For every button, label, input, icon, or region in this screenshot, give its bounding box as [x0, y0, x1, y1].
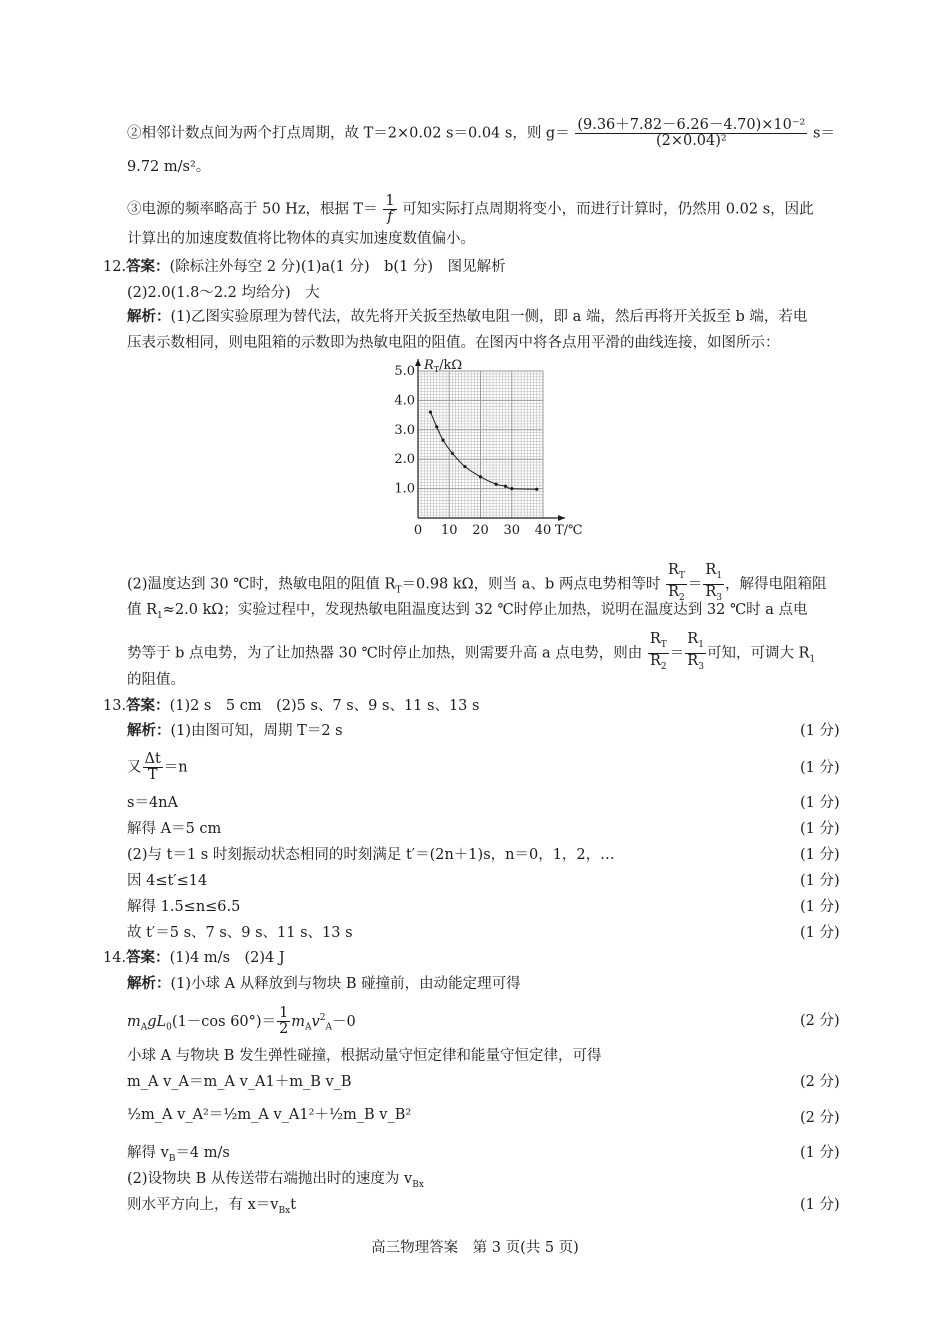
- y-tick-label: 5.0: [394, 364, 415, 379]
- q13-line-5: 因 4≤t′≤14: [127, 873, 208, 889]
- analysis-label: 解析：: [127, 308, 171, 325]
- q14-line-1: [127, 974, 521, 994]
- data-point: [535, 488, 538, 491]
- x-tick-label: 30: [503, 523, 521, 538]
- text: 值 R: [127, 602, 158, 618]
- data-point: [435, 425, 438, 428]
- fraction: [277, 1006, 290, 1037]
- subscript: A: [325, 1022, 332, 1033]
- text: (1－cos 60°)＝: [171, 1013, 277, 1030]
- q13-line-4: (2)与 t＝1 s 时刻振动状态相同的时刻满足 t′＝(2n＋1)s，n＝0，1，2，…: [127, 847, 615, 863]
- score: (1 分): [800, 899, 840, 915]
- q13-answer: [103, 696, 479, 716]
- text: ③电源的频率略高于 50 Hz，根据 T＝: [127, 201, 378, 218]
- q12-analysis-2: 压表示数相同，则电阻箱的示数即为热敏电阻的阻值。在图丙中将各点用平滑的曲线连接，如图所示：: [127, 335, 780, 351]
- data-point: [479, 475, 482, 478]
- score: (1 分): [800, 847, 840, 863]
- q11-line3: [127, 194, 814, 225]
- data-point: [504, 485, 507, 488]
- subscript: 1: [698, 639, 704, 650]
- subscript: B: [168, 1153, 176, 1164]
- numerator: (9.36＋7.82－6.26－4.70)×10⁻²: [577, 117, 806, 133]
- subscript: 3: [698, 661, 704, 672]
- q11-line4: 计算出的加速度数值将比物体的真实加速度数值偏小。: [127, 231, 475, 247]
- subscript: 0: [166, 1022, 172, 1033]
- x-tick-label: 20: [472, 523, 489, 538]
- score: (1 分): [800, 1197, 840, 1213]
- score: (2 分): [800, 1013, 840, 1029]
- text: ≈2.0 kΩ；实验过程中，发现热敏电阻温度达到 32 ℃时停止加热，说明在温度达到 32 ℃时 a 点电: [162, 602, 808, 618]
- numerator: 1: [279, 1005, 289, 1022]
- subscript: A: [305, 1022, 312, 1033]
- subscript: 3: [716, 592, 723, 603]
- subscript: 1: [809, 654, 816, 665]
- analysis-label: 解析：: [127, 722, 171, 739]
- answer-text: (1)2 s 5 cm (2)5 s、7 s、9 s、11 s、13 s: [169, 698, 480, 714]
- q12-analysis-6: 的阻值。: [127, 672, 185, 688]
- x-tick-label: 0: [413, 523, 423, 538]
- score: (1 分): [800, 821, 840, 837]
- text: R: [687, 631, 699, 647]
- subscript: T: [395, 585, 402, 596]
- subscript: T: [678, 570, 685, 581]
- equals: ＝: [687, 576, 703, 593]
- text: R: [649, 631, 661, 647]
- chart-xlabel: T/℃: [555, 523, 583, 538]
- chart-ylabel: [423, 358, 462, 374]
- ylabel-main: R: [424, 358, 434, 373]
- analysis-label: 解析：: [127, 975, 171, 992]
- subscript: 2: [660, 661, 667, 672]
- q14-equation-3: ½m_A v_A²＝½m_A v_A1²＋½m_B v_B²: [127, 1107, 412, 1123]
- y-axis-arrow: [415, 359, 421, 366]
- subscript: 1: [716, 570, 723, 581]
- text: R: [705, 583, 717, 600]
- text: t: [290, 1197, 297, 1213]
- answer-label: 答案：: [126, 258, 170, 275]
- text: 则水平方向上，有 x＝v: [127, 1197, 279, 1213]
- subscript: Bx: [278, 1205, 291, 1216]
- score: (1 分): [800, 873, 840, 889]
- chart-grid: [418, 371, 543, 518]
- data-point: [441, 438, 444, 441]
- subscript: 2: [679, 592, 685, 603]
- numerator: Δt: [144, 751, 161, 767]
- text: R: [687, 652, 699, 669]
- q13-line-3: 解得 A＝5 cm: [127, 821, 222, 837]
- q12-answer: [103, 257, 506, 277]
- fraction: [143, 752, 163, 783]
- subscript: T: [660, 639, 667, 650]
- text: (2)设物块 B 从传送带右端抛出时的速度为 v: [127, 1171, 413, 1187]
- denominator: f: [387, 209, 393, 225]
- text: －0: [331, 1013, 356, 1030]
- text: ②相邻计数点间为两个打点周期，故 T＝2×0.02 s＝0.04 s，则 g＝: [127, 125, 570, 142]
- text: R: [705, 562, 717, 578]
- q11-line1: [127, 118, 835, 149]
- denominator: T: [147, 767, 158, 783]
- fraction: [575, 118, 807, 149]
- q14-line-2: 小球 A 与物块 B 发生弹性碰撞，根据动量守恒定律和能量守恒定律，可得: [127, 1048, 602, 1064]
- x-tick-label: 10: [440, 523, 458, 538]
- text: ＝0.98 kΩ，则当 a、b 两点电势相等时: [401, 576, 661, 593]
- q14-line-6: [127, 1195, 296, 1221]
- text: (1)乙图实验原理为替代法，故先将开关扳至热敏电阻一侧，即 a 端，然后再将开关扳至 b 端，若电: [170, 309, 808, 325]
- score: (1 分): [800, 795, 840, 811]
- text: v: [311, 1013, 320, 1030]
- answer-text: (1)4 m/s (2)4 J: [169, 950, 285, 966]
- q11-line2: 9.72 m/s²。: [127, 159, 211, 175]
- equals: ＝: [669, 645, 685, 662]
- score: (1 分): [800, 723, 840, 739]
- subscript: 1: [157, 610, 163, 621]
- y-tick-label: 4.0: [394, 393, 415, 409]
- text: 又: [127, 759, 142, 776]
- text: R: [650, 652, 661, 669]
- text: 可知，可调大 R: [706, 645, 810, 662]
- q12-analysis-1: [127, 307, 807, 327]
- subscript: Bx: [412, 1179, 424, 1190]
- numerator: 1: [385, 193, 395, 209]
- x-axis-arrow: [558, 515, 565, 521]
- score: (2 分): [800, 1110, 840, 1126]
- rt-temperature-chart: [390, 356, 590, 548]
- score: (1 分): [800, 1145, 840, 1161]
- text: 可知实际打点周期将变小，而进行计算时，仍然用 0.02 s，因此: [402, 201, 814, 218]
- text: (1)小球 A 从释放到与物块 B 碰撞前，由动能定理可得: [170, 976, 521, 992]
- ylabel-sub: T: [433, 365, 440, 374]
- score: (1 分): [800, 925, 840, 941]
- text: 解得 v: [127, 1145, 169, 1161]
- q12-analysis-5: [127, 632, 815, 675]
- y-tick-label: 1.0: [394, 481, 415, 497]
- question-number: 12.: [103, 259, 127, 275]
- q14-answer: [103, 948, 285, 968]
- q14-line-5: [127, 1169, 424, 1195]
- q14-line-4: [127, 1143, 230, 1169]
- denominator: (2×0.04)²: [655, 133, 727, 149]
- answer-text: (除标注外每空 2 分)(1)a(1 分) b(1 分) 图见解析: [169, 259, 506, 275]
- text: ＝n: [163, 759, 188, 776]
- answer-label: 答案：: [126, 697, 170, 714]
- text: gL: [147, 1013, 167, 1030]
- y-tick-label: 2.0: [394, 452, 415, 468]
- data-point: [429, 411, 432, 414]
- subscript: A: [140, 1022, 148, 1033]
- data-point: [510, 487, 513, 490]
- ratio-right: [685, 632, 706, 675]
- question-number: 14.: [103, 950, 127, 966]
- score: (2 分): [800, 1074, 840, 1090]
- q14-equation-2: m_A v_A＝m_A v_A1＋m_B v_B: [127, 1074, 352, 1090]
- text: m: [127, 1013, 141, 1030]
- text: R: [667, 562, 679, 578]
- text: ，解得电阻箱阻: [725, 576, 827, 593]
- y-tick-label: 3.0: [394, 422, 415, 438]
- q12-answer2: (2)2.0(1.8～2.2 均给分) 大: [127, 285, 320, 301]
- page-footer: 高三物理答案 第 3 页(共 5 页): [371, 1240, 579, 1256]
- score: (1 分): [800, 760, 840, 776]
- text: ＝4 m/s: [175, 1145, 230, 1161]
- q14-equation-1: $m_AgL_0(1-\cos$ 60°)＝ $\frac{1}{2}$ $m_Av^2_A-0$: [127, 1005, 356, 1038]
- text: R: [668, 583, 680, 600]
- q13-line-0: [127, 721, 343, 741]
- text: (1)由图可知，周期 T＝2 s: [170, 723, 343, 739]
- q13-line-2: s＝4nA: [127, 795, 178, 811]
- data-point: [463, 465, 466, 468]
- question-number: 13.: [103, 698, 127, 714]
- q13-line-1: [127, 752, 188, 783]
- denominator: 2: [279, 1021, 289, 1038]
- data-point: [451, 452, 454, 455]
- answer-label: 答案：: [126, 949, 170, 966]
- text: (2)温度达到 30 ℃时，热敏电阻的阻值 R: [127, 576, 396, 593]
- q13-line-6: 解得 1.5≤n≤6.5: [127, 899, 241, 915]
- text: m: [291, 1013, 306, 1030]
- ylabel-unit: /kΩ: [439, 358, 463, 373]
- text: 势等于 b 点电势，为了让加热器 30 ℃时停止加热，则需要升高 a 点电势，则由: [127, 645, 643, 662]
- data-point: [495, 483, 498, 486]
- text: s＝: [812, 125, 835, 142]
- ratio-left: [648, 632, 669, 675]
- x-tick-label: 40: [534, 523, 552, 538]
- q12-analysis-4: [127, 600, 808, 626]
- fraction: [383, 194, 396, 225]
- q13-line-7: 故 t′＝5 s、7 s、9 s、11 s、13 s: [127, 925, 353, 941]
